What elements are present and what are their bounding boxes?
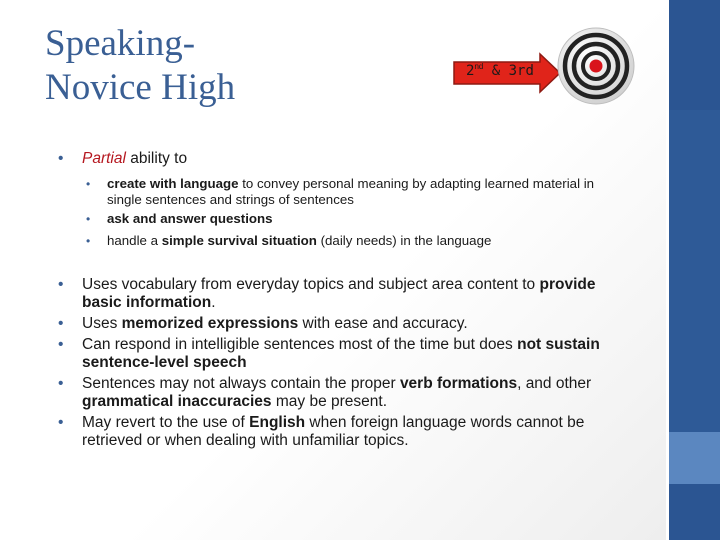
bullet-item <box>58 276 618 312</box>
bullet-text: , and other <box>517 375 592 392</box>
sub-bullet <box>58 211 618 227</box>
arrow-label-rest: & 3rd <box>483 63 534 79</box>
bold-text: not sustain sentence-level speech <box>82 336 600 371</box>
bullet-text: Sentences may not always contain the proper <box>82 375 400 392</box>
sub-bullet <box>58 233 618 249</box>
bullet-item <box>58 315 618 333</box>
sidebar-block <box>669 0 720 110</box>
bold-text: ask and answer questions <box>107 211 273 226</box>
sidebar-block <box>669 432 720 484</box>
bold-text: memorized expressions <box>121 315 299 332</box>
bullet-text: with ease and accuracy. <box>298 315 468 332</box>
bold-text: verb formations <box>399 375 518 392</box>
content-bullets <box>58 150 618 450</box>
sub-bullet <box>58 176 618 208</box>
bullet-text: Uses <box>82 315 122 332</box>
bullet-text: ability to <box>125 150 188 167</box>
bold-text: provide basic information <box>82 276 596 311</box>
bullet-text: handle a <box>107 233 162 248</box>
bold-text: simple survival situation <box>161 233 317 248</box>
bullet-text: May revert to the use of <box>82 414 250 431</box>
bold-text: grammatical inaccuracies <box>82 393 272 410</box>
slide-title <box>45 22 235 110</box>
bullet-text: (daily needs) in the language <box>316 233 492 248</box>
bullet-text: may be present. <box>271 393 388 410</box>
ordinal-suffix: nd <box>474 62 484 71</box>
bullet-partial-ability <box>58 150 618 168</box>
emphasis-text: Partial <box>82 150 126 167</box>
bullet-item <box>58 375 618 411</box>
bullet-text: Can respond in intelligible sentences most of the time but does <box>82 336 518 353</box>
bullet-text: Uses vocabulary from everyday topics and subject area content to <box>82 276 540 293</box>
bold-text: create with language <box>107 176 239 191</box>
bullet-text: when foreign language words cannot be retrieved or when dealing with unfamiliar topics. <box>82 414 585 449</box>
bullet-text: . <box>211 294 216 311</box>
bullseye-target-icon <box>556 26 636 106</box>
bold-text: English <box>249 414 306 431</box>
title-line: Novice High <box>45 67 236 108</box>
sidebar-block <box>669 484 720 540</box>
title-line: Speaking- <box>45 23 196 64</box>
bullet-text: to convey personal meaning by adapting learned material in single sentences and strings of sentences <box>107 176 595 207</box>
arrow-label <box>466 62 534 79</box>
ordinal-number: 2 <box>466 63 475 79</box>
bullet-item <box>58 336 618 372</box>
bullet-item <box>58 414 618 450</box>
